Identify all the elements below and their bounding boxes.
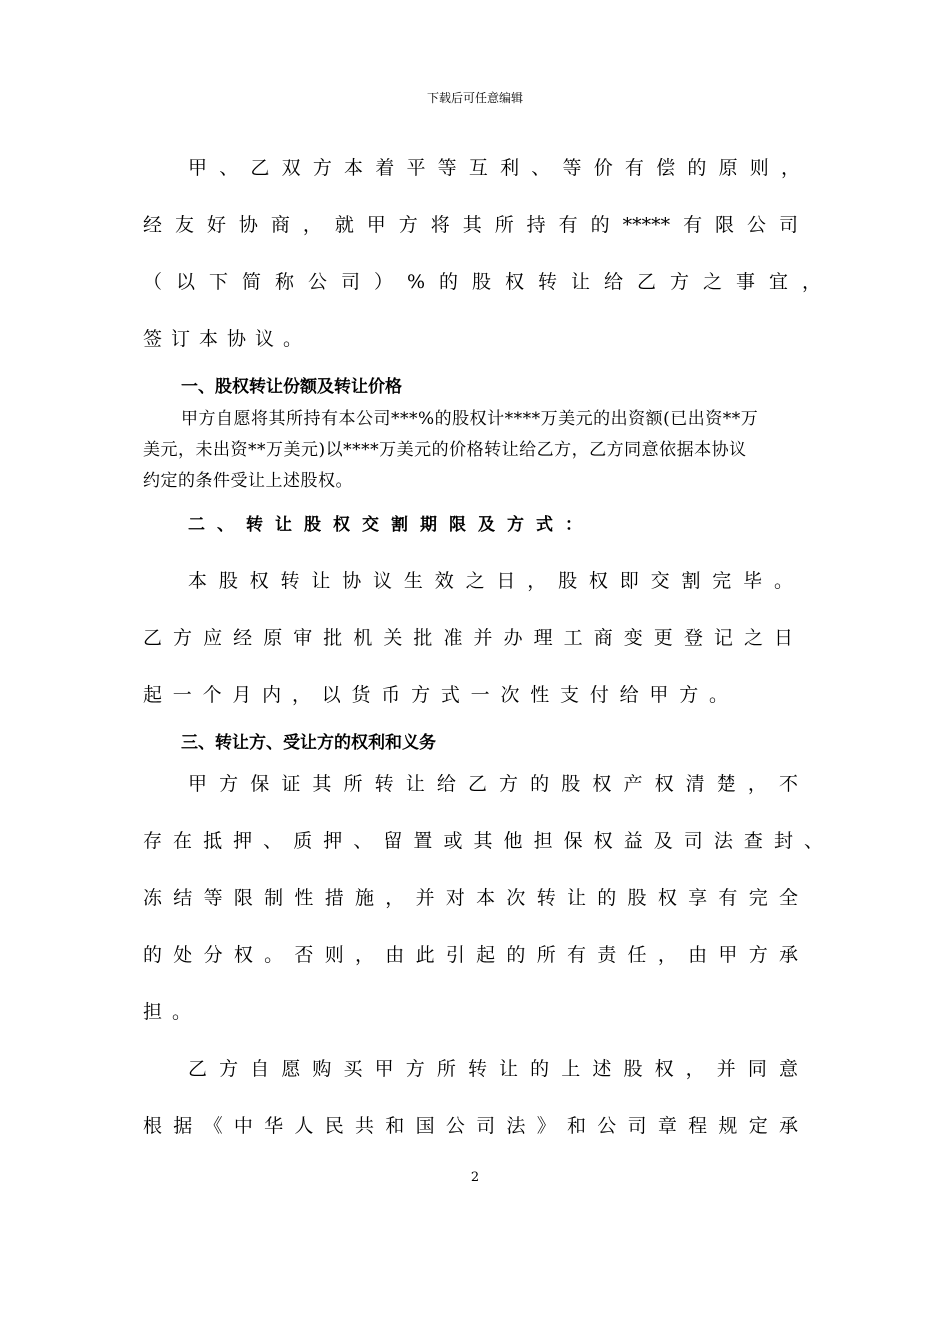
section-3-line-1: 甲方保证其所转让给乙方的股权产权清楚，不 bbox=[188, 773, 798, 795]
page-header: 下载后可任意编辑 bbox=[426, 91, 523, 105]
section-3-line-7: 根据《中华人民共和国公司法》和公司章程规定承 bbox=[143, 1115, 798, 1137]
section-3-line-3: 冻结等限制性措施，并对本次转让的股权享有完全 bbox=[143, 887, 798, 909]
section-1-heading: 一、股权转让份额及转让价格 bbox=[181, 377, 402, 397]
section-1-line-1: 甲方自愿将其所持有本公司***%的股权计****万美元的出资额(已出资**万 bbox=[181, 409, 759, 429]
page-number: 2 bbox=[470, 1170, 480, 1185]
section-2-line-2: 乙方应经原审批机关批准并办理工商变更登记之日 bbox=[143, 627, 793, 649]
section-2-heading: 二、转让股权交割期限及方式： bbox=[188, 515, 594, 535]
intro-line-2: 经友好协商，就甲方将其所持有的*****有限公司 bbox=[143, 214, 798, 236]
section-3-line-6: 乙方自愿购买甲方所转让的上述股权，并同意 bbox=[188, 1058, 798, 1080]
section-2-line-3: 起一个月内，以货币方式一次性支付给甲方。 bbox=[143, 684, 728, 706]
section-1-line-3: 约定的条件受让上述股权。 bbox=[143, 471, 353, 491]
section-3-line-5: 担。 bbox=[143, 1001, 202, 1023]
section-3-line-4: 的处分权。否则，由此引起的所有责任，由甲方承 bbox=[143, 944, 798, 966]
section-2-line-1: 本股权转让协议生效之日，股权即交割完毕。 bbox=[188, 570, 793, 592]
intro-line-4: 签订本协议。 bbox=[143, 328, 312, 350]
section-3-line-2: 存在抵押、质押、留置或其他担保权益及司法查封、 bbox=[143, 830, 823, 852]
section-3-heading: 三、转让方、受让方的权利和义务 bbox=[181, 733, 436, 753]
intro-line-3: （以下简称公司）%的股权转让给乙方之事宜， bbox=[143, 271, 836, 293]
intro-line-1: 甲、乙双方本着平等互利、等价有偿的原则， bbox=[188, 157, 800, 179]
section-1-line-2: 美元，未出资**万美元)以****万美元的价格转让给乙方，乙方同意依据本协议 bbox=[143, 440, 747, 460]
